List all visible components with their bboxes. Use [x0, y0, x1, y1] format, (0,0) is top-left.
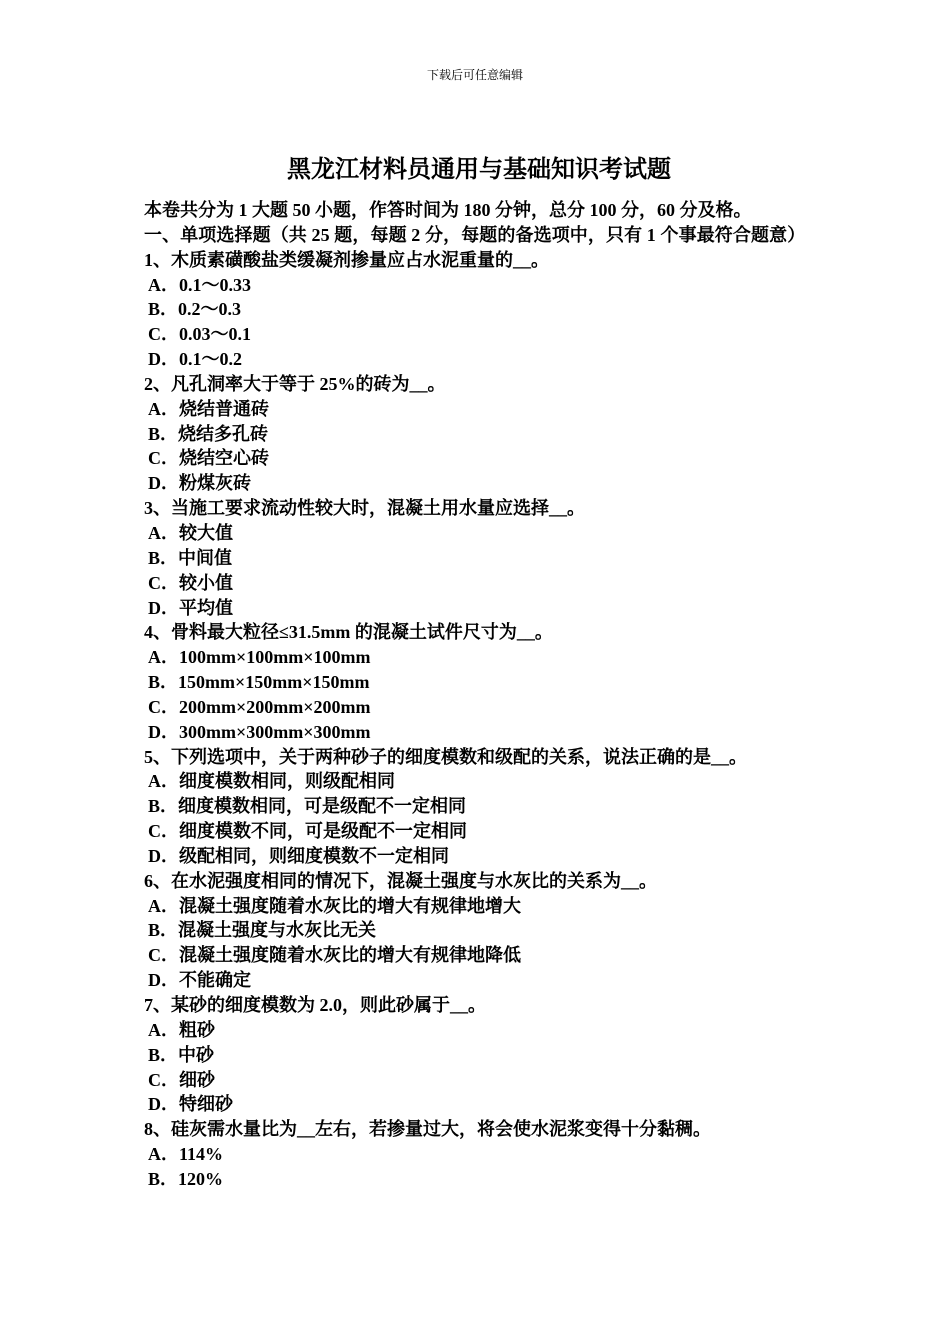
option-b: B．150mm×150mm×150mm	[148, 672, 370, 693]
question-stem: 2、凡孔洞率大于等于 25%的砖为__。	[144, 373, 446, 394]
question-stem: 4、骨料最大粒径≤31.5mm 的混凝土试件尺寸为__。	[144, 622, 553, 643]
option-c: C．细砂	[148, 1069, 215, 1090]
question-stem: 1、木质素磺酸盐类缓凝剂掺量应占水泥重量的__。	[144, 249, 549, 270]
option-c: C．较小值	[148, 572, 233, 593]
question-8	[144, 1117, 814, 1192]
option-b: B．0.2～0.3	[148, 299, 242, 320]
option-b: B．120%	[148, 1168, 224, 1189]
question-stem: 7、某砂的细度模数为 2.0，则此砂属于__。	[144, 995, 486, 1015]
option-b: B．烧结多孔砖	[148, 423, 269, 444]
option-b: B．中间值	[148, 547, 233, 568]
option-d: D．平均值	[148, 597, 233, 618]
question-stem: 8、硅灰需水量比为__左右，若掺量过大，将会使水泥浆变得十分黏稠。	[144, 1119, 711, 1140]
header-note: 下载后可任意编辑	[426, 68, 523, 82]
option-a: A．较大值	[148, 522, 233, 543]
option-d: D．粉煤灰砖	[148, 473, 251, 494]
question-1	[144, 248, 814, 372]
question-stem: 6、在水泥强度相同的情况下，混凝土强度与水灰比的关系为__。	[144, 870, 657, 891]
option-c: C．烧结空心砖	[148, 448, 269, 469]
section-heading: 一、单项选择题（共 25 题，每题 2 分，每题的备选项中，只有 1 个事最符合题意）	[144, 224, 806, 245]
option-d: D．不能确定	[148, 970, 251, 991]
option-c: C．细度模数不同，可是级配不一定相同	[148, 821, 467, 842]
option-c: C．混凝土强度随着水灰比的增大有规律地降低	[148, 945, 521, 966]
option-d: D．特细砂	[148, 1094, 233, 1115]
option-a: A．细度模数相同，则级配相同	[148, 771, 395, 792]
option-a: A．0.1～0.33	[148, 274, 251, 295]
question-stem: 5、下列选项中，关于两种砂子的细度模数和级配的关系，说法正确的是__。	[144, 746, 747, 767]
option-a: A．烧结普通砖	[148, 398, 269, 419]
option-c: C．200mm×200mm×200mm	[148, 696, 371, 717]
option-d: D．0.1～0.2	[148, 349, 242, 370]
option-b: B．中砂	[148, 1044, 215, 1065]
document-body	[144, 198, 814, 1192]
question-3	[144, 496, 814, 620]
option-a: A．100mm×100mm×100mm	[148, 647, 371, 668]
question-7	[144, 993, 814, 1117]
option-d: D．级配相同，则细度模数不一定相同	[148, 845, 449, 866]
question-6	[144, 869, 814, 993]
question-5	[144, 745, 814, 869]
option-a: A．混凝土强度随着水灰比的增大有规律地增大	[148, 895, 521, 916]
question-stem: 3、当施工要求流动性较大时，混凝土用水量应选择__。	[144, 498, 585, 519]
exam-intro: 本卷共分为 1 大题 50 小题，作答时间为 180 分钟，总分 100 分，60 分及格。	[144, 200, 752, 220]
option-b: B．细度模数相同，可是级配不一定相同	[148, 796, 467, 817]
document-title: 黑龙江材料员通用与基础知识考试题	[287, 157, 671, 183]
question-4	[144, 620, 814, 744]
option-c: C．0.03～0.1	[148, 324, 251, 345]
option-a: A．粗砂	[148, 1019, 215, 1040]
option-d: D．300mm×300mm×300mm	[148, 721, 371, 742]
option-b: B．混凝土强度与水灰比无关	[148, 920, 377, 941]
question-2	[144, 372, 814, 496]
option-a: A．114%	[148, 1144, 224, 1165]
